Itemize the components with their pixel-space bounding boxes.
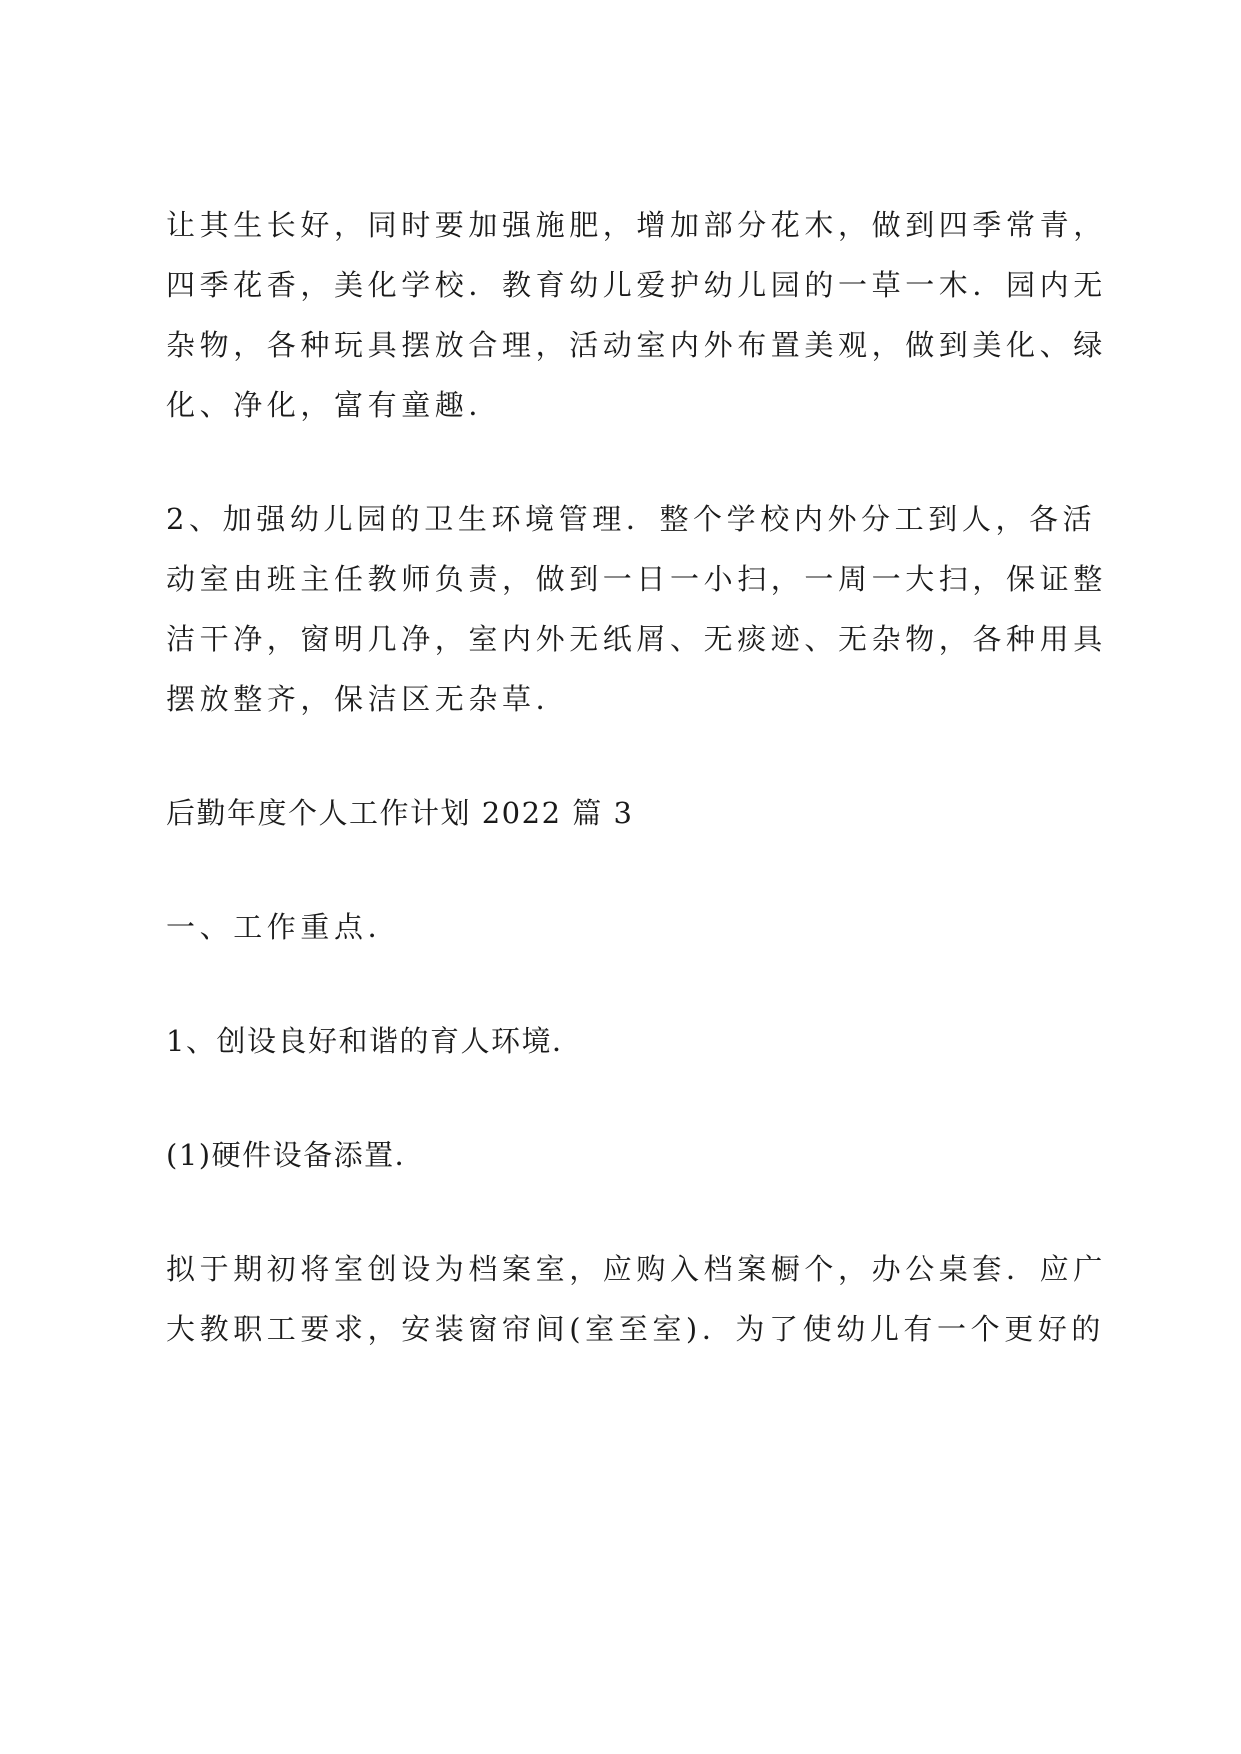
- paragraph-line: 拟于期初将室创设为档案室，应购入档案橱个，办公桌套．应广: [166, 1252, 1107, 1286]
- section-heading: 后勤年度个人工作计划 2022 篇 3: [166, 796, 634, 830]
- subheading: 一、工作重点．: [166, 910, 402, 944]
- paragraph-line: 摆放整齐，保洁区无杂草．: [166, 682, 570, 716]
- paragraph-line: 动室由班主任教师负责，做到一日一小扫，一周一大扫，保证整: [166, 562, 1107, 596]
- paragraph-line: 洁干净，窗明几净，室内外无纸屑、无痰迹、无杂物，各种用具: [166, 622, 1107, 656]
- item-heading: 1、创设良好和谐的育人环境．: [166, 1024, 583, 1058]
- paragraph-line: 2、加强幼儿园的卫生环境管理．整个学校内外分工到人，各活: [166, 502, 1097, 536]
- paragraph-line: 化、净化，富有童趣．: [166, 388, 503, 422]
- paragraph-line: 四季花香，美化学校．教育幼儿爱护幼儿园的一草一木．园内无: [166, 268, 1107, 302]
- subitem-heading: (1)硬件设备添置．: [166, 1138, 426, 1172]
- paragraph-line: 杂物，各种玩具摆放合理，活动室内外布置美观，做到美化、绿: [166, 328, 1107, 362]
- paragraph-line: 大教职工要求，安装窗帘间(室至室)．为了使幼儿有一个更好的: [166, 1312, 1106, 1346]
- paragraph-line: 让其生长好，同时要加强施肥，增加部分花木，做到四季常青，: [166, 208, 1107, 242]
